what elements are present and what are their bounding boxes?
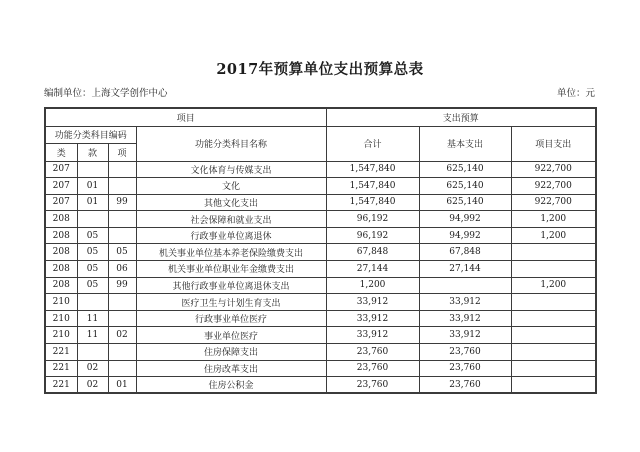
cell-lei: 210 [45, 294, 77, 311]
cell-lei: 210 [45, 327, 77, 344]
cell-name: 住房公积金 [136, 377, 326, 394]
cell-basic: 94,992 [419, 211, 511, 228]
table-row [45, 211, 596, 228]
cell-name: 住房改革支出 [136, 360, 326, 377]
cell-lei: 208 [45, 211, 77, 228]
table-row [45, 277, 596, 294]
cell-name: 文化体育与传媒支出 [136, 161, 326, 178]
cell-project [511, 327, 596, 344]
cell-xiang: 99 [108, 277, 136, 294]
cell-project [511, 344, 596, 361]
header-code-group: 功能分类科目编码 [45, 126, 136, 143]
cell-xiang: 01 [108, 377, 136, 394]
cell-lei: 210 [45, 310, 77, 327]
prepared-by-label: 编制单位：上海文学创作中心 [44, 88, 168, 99]
table-row [45, 227, 596, 244]
cell-xiang: 99 [108, 194, 136, 211]
cell-basic: 625,140 [419, 178, 511, 195]
cell-project [511, 377, 596, 394]
header-budget-group: 支出预算 [326, 108, 596, 126]
table-row [45, 327, 596, 344]
cell-total: 33,912 [326, 310, 419, 327]
cell-total: 23,760 [326, 344, 419, 361]
cell-lei: 208 [45, 261, 77, 278]
cell-lei: 207 [45, 178, 77, 195]
cell-name: 文化 [136, 178, 326, 195]
cell-total: 1,547,840 [326, 161, 419, 178]
cell-total: 33,912 [326, 327, 419, 344]
header-category-name: 功能分类科目名称 [136, 126, 326, 161]
cell-total: 23,760 [326, 377, 419, 394]
cell-project: 922,700 [511, 161, 596, 178]
cell-basic: 23,760 [419, 360, 511, 377]
table-row [45, 261, 596, 278]
table-row [45, 178, 596, 195]
cell-total: 67,848 [326, 244, 419, 261]
cell-lei: 208 [45, 277, 77, 294]
cell-basic: 33,912 [419, 327, 511, 344]
cell-kuan: 05 [77, 261, 108, 278]
budget-table [44, 107, 597, 394]
table-row [45, 194, 596, 211]
table-row [45, 377, 596, 394]
cell-project [511, 294, 596, 311]
header-row-groups [45, 108, 596, 126]
cell-basic: 625,140 [419, 161, 511, 178]
cell-basic: 23,760 [419, 377, 511, 394]
header-basic-expenditure: 基本支出 [419, 126, 511, 161]
cell-project: 922,700 [511, 194, 596, 211]
cell-total: 27,144 [326, 261, 419, 278]
cell-project: 922,700 [511, 178, 596, 195]
table-row [45, 310, 596, 327]
table-row [45, 344, 596, 361]
cell-project: 1,200 [511, 227, 596, 244]
cell-kuan: 02 [77, 360, 108, 377]
cell-total: 23,760 [326, 360, 419, 377]
cell-kuan [77, 294, 108, 311]
cell-lei: 221 [45, 377, 77, 394]
cell-xiang [108, 294, 136, 311]
cell-name: 行政事业单位离退休 [136, 227, 326, 244]
cell-xiang [108, 178, 136, 195]
header-row-mid [45, 126, 596, 143]
cell-basic: 94,992 [419, 227, 511, 244]
cell-xiang [108, 310, 136, 327]
cell-name: 住房保障支出 [136, 344, 326, 361]
page-title: 2017年预算单位支出预算总表 [216, 61, 424, 78]
cell-xiang [108, 360, 136, 377]
cell-basic: 33,912 [419, 294, 511, 311]
header-class-code: 类 [45, 143, 77, 161]
table-row [45, 244, 596, 261]
cell-xiang: 05 [108, 244, 136, 261]
cell-project [511, 261, 596, 278]
cell-total: 96,192 [326, 211, 419, 228]
cell-basic: 67,848 [419, 244, 511, 261]
cell-kuan: 11 [77, 327, 108, 344]
table-row [45, 161, 596, 178]
header-item-code: 项 [108, 143, 136, 161]
cell-kuan: 02 [77, 377, 108, 394]
cell-name: 社会保障和就业支出 [136, 211, 326, 228]
cell-total: 1,547,840 [326, 178, 419, 195]
cell-kuan [77, 344, 108, 361]
cell-lei: 221 [45, 344, 77, 361]
cell-xiang [108, 161, 136, 178]
cell-basic: 27,144 [419, 261, 511, 278]
cell-lei: 207 [45, 161, 77, 178]
table-row [45, 294, 596, 311]
cell-basic: 625,140 [419, 194, 511, 211]
cell-name: 医疗卫生与计划生育支出 [136, 294, 326, 311]
cell-name: 机关事业单位基本养老保险缴费支出 [136, 244, 326, 261]
cell-project [511, 360, 596, 377]
cell-kuan [77, 211, 108, 228]
header-project-expenditure: 项目支出 [511, 126, 596, 161]
table-header [45, 108, 596, 161]
cell-total: 1,547,840 [326, 194, 419, 211]
cell-project: 1,200 [511, 211, 596, 228]
header-project-group: 项目 [45, 108, 326, 126]
cell-total: 96,192 [326, 227, 419, 244]
table-row [45, 360, 596, 377]
cell-xiang: 02 [108, 327, 136, 344]
cell-name: 其他文化支出 [136, 194, 326, 211]
cell-kuan: 01 [77, 194, 108, 211]
cell-lei: 207 [45, 194, 77, 211]
cell-xiang [108, 227, 136, 244]
cell-project [511, 244, 596, 261]
cell-kuan: 05 [77, 277, 108, 294]
cell-name: 事业单位医疗 [136, 327, 326, 344]
cell-xiang: 06 [108, 261, 136, 278]
cell-name: 机关事业单位职业年金缴费支出 [136, 261, 326, 278]
cell-name: 行政事业单位医疗 [136, 310, 326, 327]
cell-xiang [108, 211, 136, 228]
cell-lei: 208 [45, 244, 77, 261]
cell-basic: 23,760 [419, 344, 511, 361]
cell-lei: 208 [45, 227, 77, 244]
cell-kuan: 11 [77, 310, 108, 327]
cell-name: 其他行政事业单位离退休支出 [136, 277, 326, 294]
cell-kuan [77, 161, 108, 178]
cell-kuan: 05 [77, 244, 108, 261]
table-body [45, 161, 596, 393]
cell-kuan: 05 [77, 227, 108, 244]
cell-lei: 221 [45, 360, 77, 377]
cell-basic: 33,912 [419, 310, 511, 327]
header-total: 合计 [326, 126, 419, 161]
cell-total: 1,200 [326, 277, 419, 294]
cell-xiang [108, 344, 136, 361]
cell-kuan: 01 [77, 178, 108, 195]
cell-project: 1,200 [511, 277, 596, 294]
cell-total: 33,912 [326, 294, 419, 311]
cell-project [511, 310, 596, 327]
meta-row [44, 87, 595, 100]
currency-unit-label: 单位：元 [556, 88, 595, 99]
cell-basic [419, 277, 511, 294]
header-section-code: 款 [77, 143, 108, 161]
